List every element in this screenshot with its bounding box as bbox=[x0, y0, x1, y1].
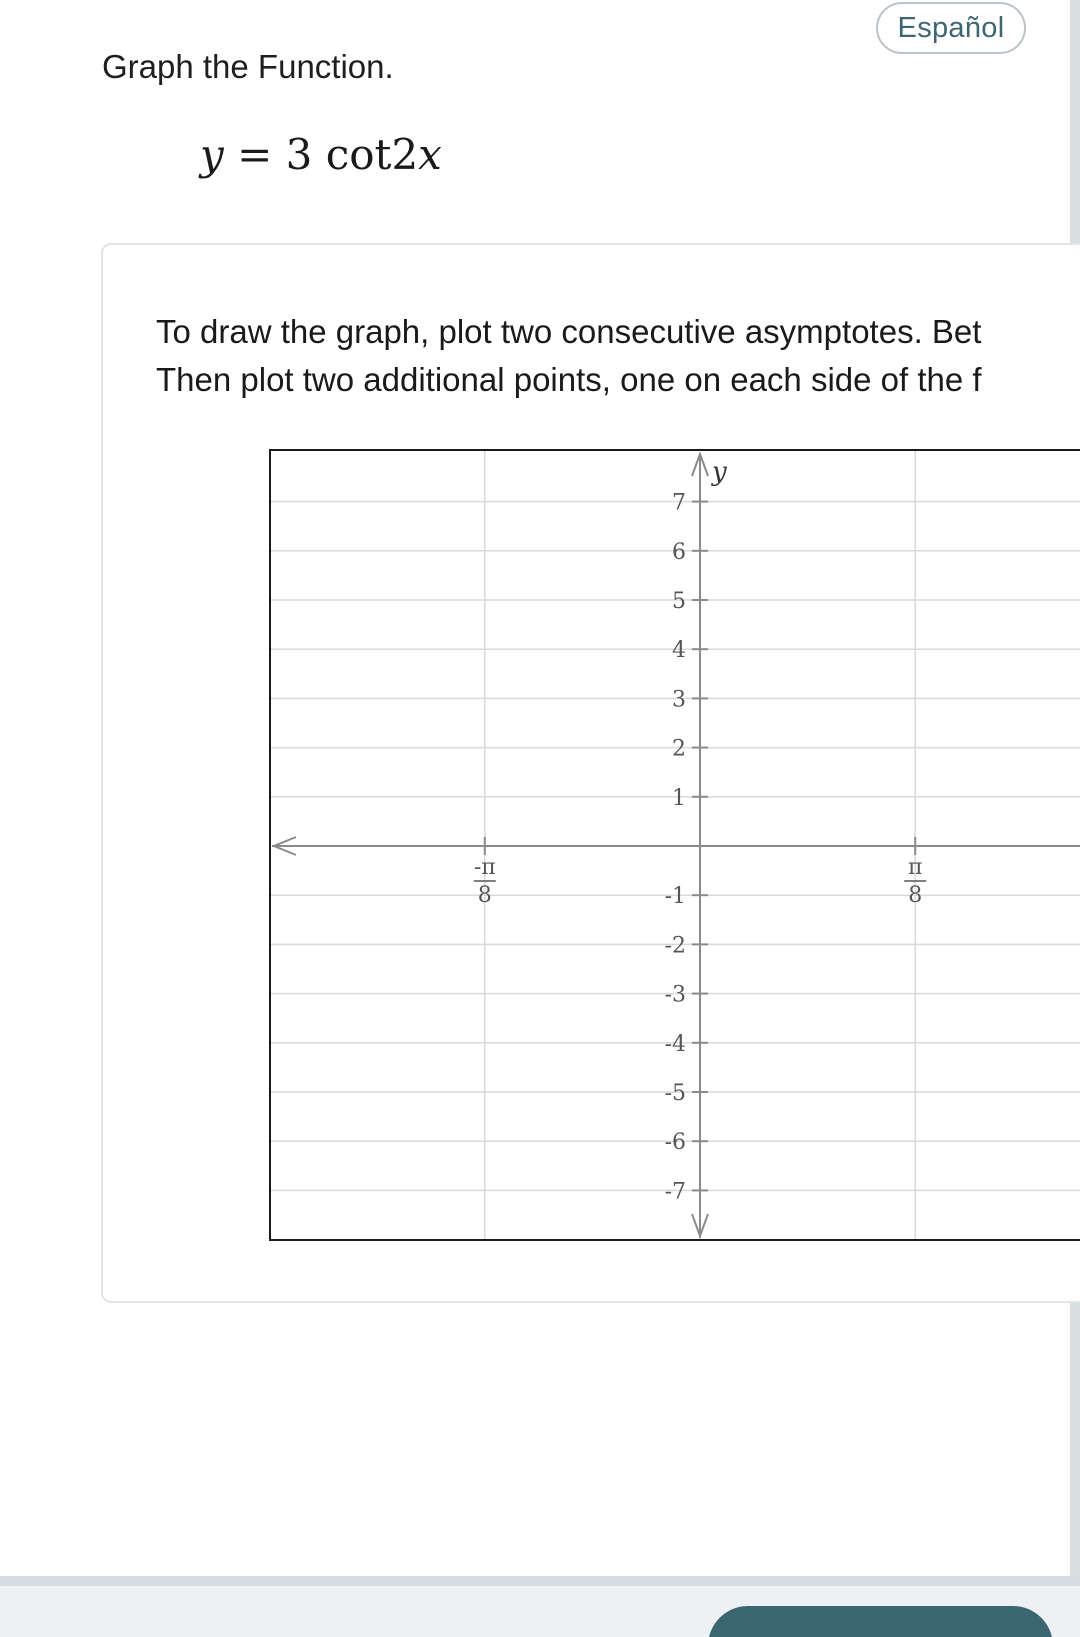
x-tick-label-numerator: -π bbox=[473, 855, 496, 880]
graph-plot-area[interactable] bbox=[270, 450, 1080, 1240]
prompt-line-2: Then plot two additional points, one on each side of the f bbox=[156, 361, 982, 398]
y-tick-label: 4 bbox=[672, 638, 686, 664]
y-tick-label: 1 bbox=[672, 785, 686, 811]
y-tick-label: 5 bbox=[672, 589, 686, 614]
x-tick-label-denominator: 8 bbox=[908, 883, 923, 908]
prompt-line-1: To draw the graph, plot two consecutive asymptotes. Bet bbox=[156, 313, 982, 350]
check-answer-button[interactable] bbox=[708, 1606, 1053, 1637]
y-axis-label: y bbox=[712, 457, 727, 487]
y-tick-label: -1 bbox=[664, 884, 686, 910]
equation-equals: = bbox=[237, 130, 273, 179]
y-tick-label: -2 bbox=[664, 933, 686, 959]
y-tick-label: -7 bbox=[664, 1179, 686, 1205]
y-tick-label: 7 bbox=[672, 490, 686, 516]
equation-arg-variable: x bbox=[418, 130, 442, 179]
equation-function: cot bbox=[325, 130, 392, 179]
y-tick-label: -3 bbox=[664, 982, 686, 1008]
y-tick-label: 3 bbox=[672, 687, 686, 713]
y-tick-label: -6 bbox=[664, 1130, 686, 1156]
language-toggle-button[interactable]: Español bbox=[876, 2, 1026, 54]
y-tick-label: 2 bbox=[672, 736, 686, 762]
x-tick-label-numerator: π bbox=[907, 855, 923, 880]
function-equation bbox=[200, 130, 442, 179]
x-tick-label-denominator: 8 bbox=[477, 883, 492, 908]
y-tick-label: 6 bbox=[672, 539, 686, 565]
equation-coefficient: 3 bbox=[285, 130, 313, 179]
equation-arg-coefficient: 2 bbox=[391, 130, 419, 179]
y-tick-label: -4 bbox=[664, 1031, 686, 1057]
equation-lhs: y bbox=[200, 130, 224, 179]
question-instruction: Graph the Function. bbox=[102, 48, 394, 85]
y-tick-label: -5 bbox=[664, 1081, 686, 1106]
